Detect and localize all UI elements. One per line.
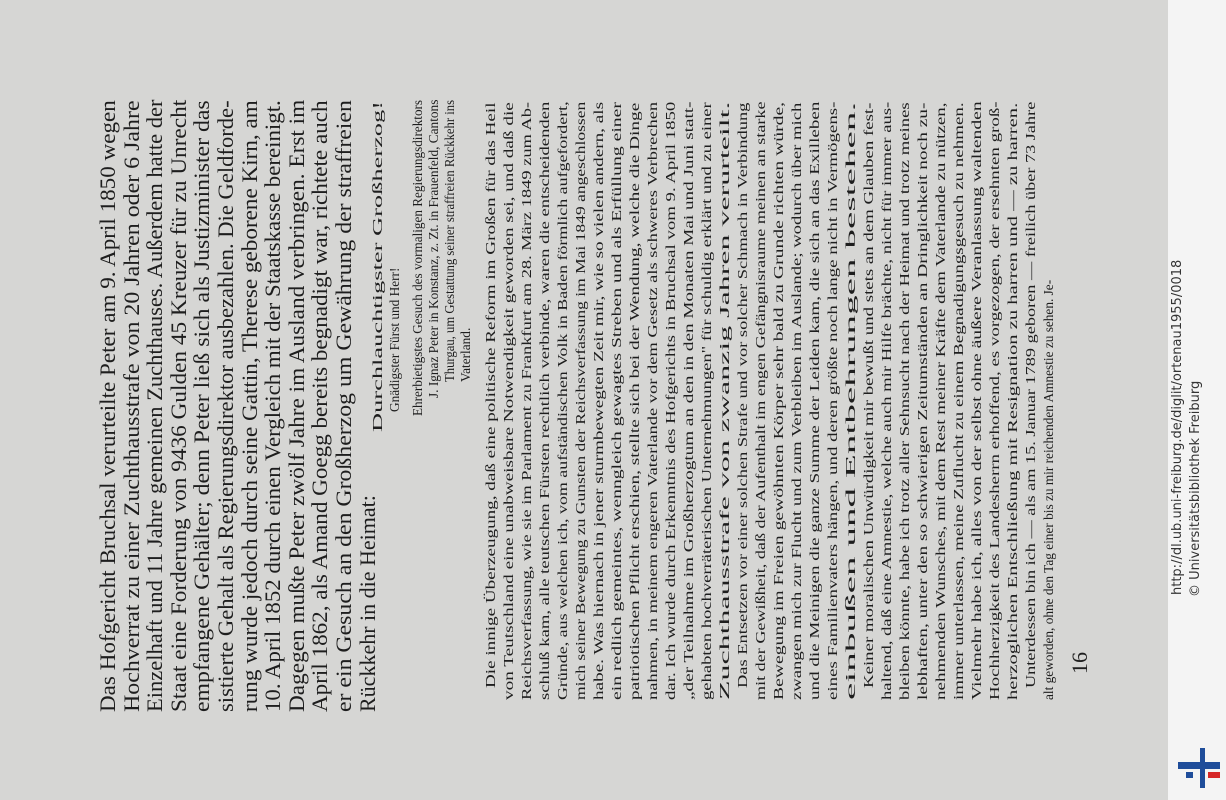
intro-paragraph-line: Hochverrat zu einer Zuchthausstrafe von 20 Jahren oder 6 Jahre	[118, 100, 144, 712]
petition-body-line: dar. Ich wurde durch Erkenntnis des Hofgerichts in Bruchsal vom 9. April 1850	[663, 101, 678, 700]
intro-paragraph-line: Das Hofgericht Bruchsal verurteilte Peter am 9. April 1850 wegen	[95, 100, 120, 712]
petition-body-line: patriotischen Pflicht erschien, stellte sich bei der Wendung, welche die Dinge	[627, 102, 642, 700]
petition-heading-line: Thurgau, um Gestattung seiner straffreien Rückkehr ins	[442, 99, 458, 382]
petition-body-line: Zuchthausstrafe von zwanzig Jahren verurteilt.	[717, 101, 732, 700]
petition-body-line: haltend, daß eine Amnestie, welche auch mir Hilfe brächte, nicht für immer aus-	[879, 101, 894, 700]
page-number: 16	[1067, 652, 1092, 674]
petition-body-line: Vielmehr habe ich, alles von der selbst ohne äußere Veranlassung waltenden	[969, 101, 984, 700]
petition-body-line: alt geworden, ohne den Tag einer bis zu mir reichenden Amnestie zu sehen. Je-	[1041, 279, 1056, 700]
petition-body-line: Unterdessen bin ich — als am 15. Januar 1789 geboren — freilich über 73 Jahre	[1023, 101, 1038, 688]
petition-body-line: nehmenden Wunsches, mit dem Rest meiner Kräfte dem Vaterlande zu nützen,	[933, 102, 948, 700]
source-url[interactable]: http://dl.ub.uni-freiburg.de/diglit/ortenau1955/0018	[1170, 259, 1185, 595]
petition-body-line: von Teutschland eine unabweisbare Notwendigkeit geworden sei, und daß die	[501, 102, 516, 700]
salutation-line: Durchlauchtigster Großherzog!	[370, 100, 385, 432]
petition-body-line: Keiner moralischen Unwürdigkeit mir bewußt und stets an dem Glauben fest-	[861, 102, 876, 688]
petition-body-line: zwangen mich zur Flucht und zum Verbleiben im Auslande; wodurch über mich	[789, 102, 804, 700]
petition-body-line: lebhaften, unter den so schwierigen Zeitumständen an Dringlichkeit noch zu-	[915, 102, 930, 700]
petition-body-line: mich seiner Bewegung zu Gunsten der Reichsverfassung im Mai 1849 angeschlossen	[573, 101, 588, 700]
petition-body-line: Hochherzigkeit des Landesherrn erhoffend, es vorgezogen, der ersehnten groß-	[987, 101, 1002, 700]
petition-body-line: Gründe, aus welchen ich, vom aufständischen Volk in Baden förmlich aufgefordert,	[555, 101, 570, 700]
petition-body-line: einbußen und Entbehrungen bestehen.	[843, 101, 858, 700]
petition-body-line: und die Meinigen die ganze Summe der Leiden kam, die sich an das Exilleben	[807, 101, 822, 700]
petition-body-line: „der Teilnahme im Großherzogtum an den in den Monaten Mai und Juni statt-	[681, 101, 696, 700]
intro-paragraph-line: 10. April 1852 durch einen Vergleich mit der Staatskasse bereinigt.	[260, 100, 286, 712]
library-sidebar	[1168, 0, 1226, 800]
intro-paragraph-line: Einzelhaft und 11 Jahre gemeinen Zuchthauses. Außerdem hatte der	[142, 99, 168, 712]
petition-heading-line: J. Ignaz Peter in Konstanz, z. Zt. in Frauenfeld, Cantons	[426, 99, 442, 398]
petition-body-line: immer unterlassen, meine Zuflucht zu einem Begnadigungsgesuch zu nehmen.	[951, 102, 966, 700]
intro-paragraph-line: empfangene Gehälter; denn Peter ließ sich als Justizminister das	[189, 100, 215, 712]
petition-body-line: bleiben könnte, habe ich trotz aller Sehnsucht nach der Heimat und trotz meines	[897, 102, 912, 700]
petition-body-line: mit der Gewißheit, daß der Aufenthalt im engen Gefängnisraume meinen an starke	[753, 101, 768, 700]
intro-paragraph-line: rung wurde jedoch durch seine Gattin, Therese geborene Kirn, am	[236, 100, 262, 712]
library-logo-icon	[1178, 748, 1220, 788]
petition-body-line: schluß kam, alle teutschen Fürsten rechtlich verbinde, waren die entscheidenden	[537, 101, 552, 700]
petition-body-line: Die innige Überzeugung, daß eine politische Reform im Großen für das Heil	[483, 102, 498, 688]
petition-body-line: nahmen, in meinem engeren Vaterlande vor dem Gesetz als schweres Verbrechen	[645, 101, 660, 700]
salutation-line: Gnädigster Fürst und Herr!	[386, 267, 402, 412]
intro-paragraph-line: sistierte Gehalt als Regierungsdirektor ausbezahlen. Die Geldforde-	[213, 100, 238, 712]
petition-heading-line: Ehrerbietigstes Gesuch des vormaligen Regierungsdirektors	[410, 99, 425, 416]
petition-body-line: herzoglichen Entschließung mit Resignation zu harren und — zu harren.	[1005, 102, 1020, 700]
intro-paragraph-line: er ein Gesuch an den Großherzog um Gewährung der straffreien	[331, 100, 356, 712]
intro-paragraph-line: Rückkehr in die Heimat:	[354, 495, 380, 712]
petition-body-line: habe. Was hiernach in jener sturmbewegten Zeit mir, wie so vielen andern, als	[591, 101, 606, 700]
intro-paragraph-line: April 1862, als Amand Goegg bereits begnadigt war, richtete auch	[307, 100, 333, 712]
petition-heading-line: Vaterland.	[458, 327, 474, 382]
petition-body-line: Reichsverfassung, wie sie im Parlament zu Frankfurt am 28. März 1849 zum Ab-	[519, 101, 534, 700]
petition-body-line: Das Entsetzen vor einer solchen Strafe und vor solcher Schmach in Verbindung	[735, 102, 750, 688]
copyright-notice: © Universitätsbibliothek Freiburg	[1188, 380, 1203, 597]
petition-body-line: eines Familienvaters hängen, und deren größte noch lange nicht in Vermögens-	[825, 101, 840, 700]
intro-paragraph-line: Dagegen mußte Peter zwölf Jahre im Ausland verbringen. Erst im	[283, 99, 309, 712]
petition-body-line: ein redlich gemeintes, wenngleich gewagtes Streben und als Erfüllung einer	[609, 102, 624, 700]
intro-paragraph-line: Staat eine Forderung von 9436 Gulden 45 Kreuzer für zu Unrecht	[165, 99, 191, 712]
petition-body-line: gehabten hochverräterischen Unternehmungen" für schuldig erklärt und zu einer	[699, 102, 714, 700]
petition-body-line: Bewegung im Freien gewöhnten Körper sehr bald zu Grunde richten würde,	[771, 101, 786, 700]
